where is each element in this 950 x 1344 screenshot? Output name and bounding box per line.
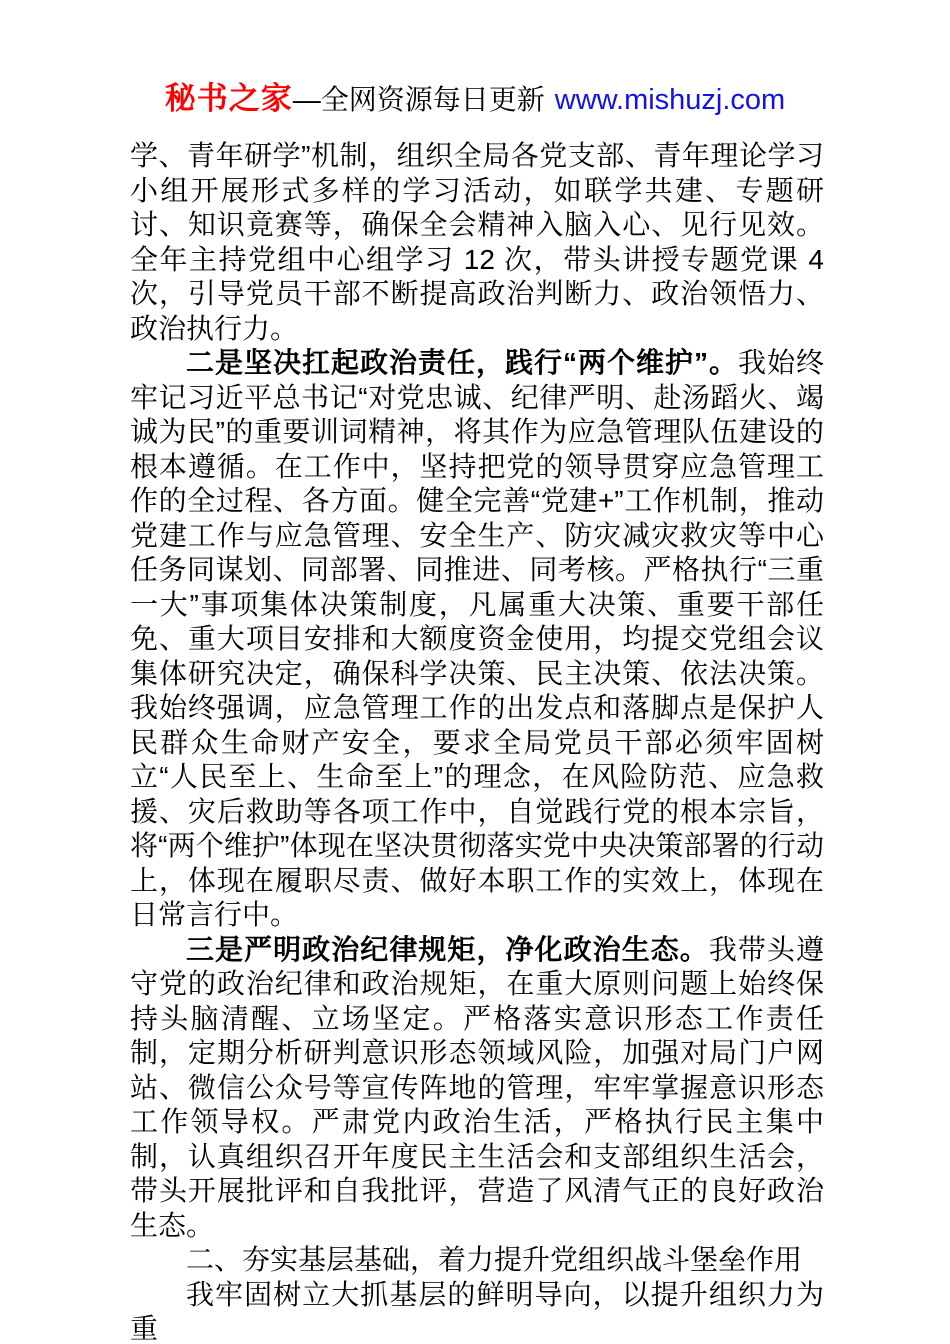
page-header [0,80,950,119]
paragraph-section-two-opening [130,1278,824,1344]
paragraph-text: 学、青年研学”机制，组织全局各党支部、青年理论学习小组开展形式多样的学习活动，如联学共建、专题研讨、知识竟赛等，确保全会精神入脑入心、见行见效。全年主持党组中心组学习 12 次，带头讲授专题党课 4 次，引导党员干部不断提高政治判断力、政治领悟力、政治执行力。 [130,140,824,344]
header-tagline: 全网资源每日更新 [320,84,545,115]
brand-name: 秘书之家 [164,81,293,116]
paragraph-text: 我带头遵守党的政治纪律和政治规矩，在重大原则问题上始终保持头脑清醒、立场坚定。严格落实意识形态工作责任制，定期分析研判意识形态领域风险，加强对局门户网站、微信公众号等宣传阵地的管理，牢牢掌握意识形态工作领导权。严肃党内政治生活，严格执行民主集中制，认真组织召开年度民主生活会和支部组织生活会，带头开展批评和自我批评，营造了风清气正的良好政治生态。 [130,933,824,1241]
paragraph-text: 我牢固树立大抓基层的鲜明导向，以提升组织力为重 [130,1278,824,1344]
bold-lead-point-two: 二是坚决扛起政治责任，践行“两个维护”。 [186,347,738,378]
dash-separator: — [292,84,321,115]
section-heading-text: 二、夯实基层基础，着力提升党组织战斗堡垒作用 [186,1244,803,1275]
bold-lead-point-three: 三是严明政治纪律规矩，净化政治生态。 [186,933,709,965]
paragraph-text: 我始终牢记习近平总书记“对党忠诚、纪律严明、赴汤蹈火、竭诚为民”的重要训词精神，将其作为应急管理队伍建设的根本遵循。在工作中，坚持把党的领导贯穿应急管理工作的全过程、各方面。健全完善“党建+”工作机制，推动党建工作与应急管理、安全生产、防灾减灾救灾等中心任务同谋划、同部署、同推进、同考核。严格执行“三重一大”事项集体决策制度，凡属重大决策、重要干部任免、重大项目安排和大额度资金使用，均提交党组会议集体研究决定，确保科学决策、民主决策、依法决策。我始终强调，应急管理工作的出发点和落脚点是保护人民群众生命财产安全，要求全局党员干部必须牢固树立“人民至上、生命至上”的理念，在风险防范、应急救援、灾后救助等各项工作中，自觉践行党的根本宗旨，将“两个维护”体现在坚决贯彻落实党中央决策部署的行动上，体现在履职尽责、做好本职工作的实效上，体现在日常言行中。 [130,347,824,930]
section-heading-two [130,1243,824,1278]
paragraph-point-two [130,346,824,933]
paragraph-continuation [130,139,824,346]
paragraph-point-three [130,933,824,1244]
document-content [130,139,824,1344]
site-url-link[interactable]: www.mishuzj.com [554,84,786,116]
